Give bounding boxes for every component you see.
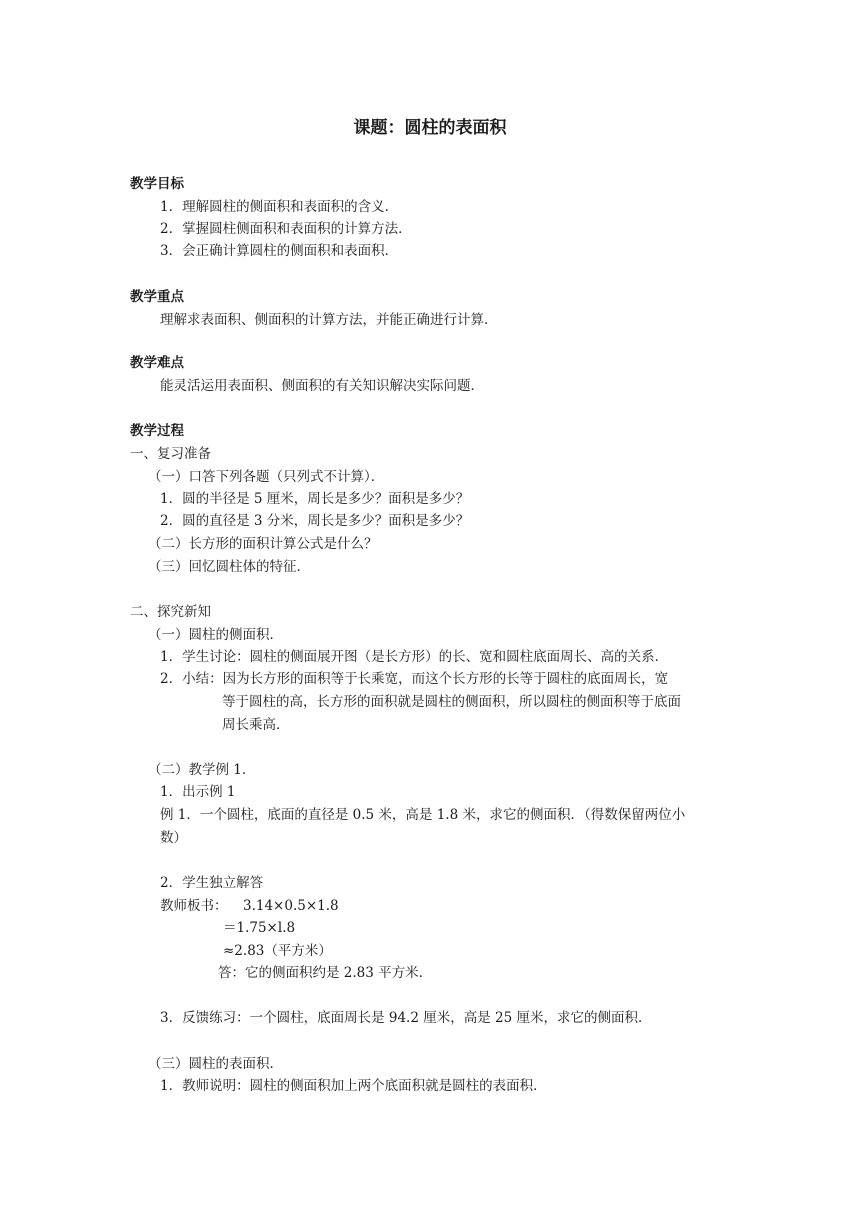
example-solve: 2．学生独立解答 xyxy=(160,875,264,891)
review-heading: 一、复习准备 xyxy=(130,446,211,462)
lateral-summary-line-2: 等于圆柱的高，长方形的面积就是圆柱的侧面积，所以圆柱的侧面积等于底面 xyxy=(222,694,681,710)
process-heading: 教学过程 xyxy=(130,423,184,439)
doc-title: 课题：圆柱的表面积 xyxy=(353,118,507,138)
board-label: 教师板书： xyxy=(160,898,228,914)
example-heading: （二）教学例 1． xyxy=(148,762,256,778)
calc-step-1: 3.14×0.5×1.8 xyxy=(243,898,339,914)
key-points-heading: 教学重点 xyxy=(130,289,184,305)
review-rect-formula: （二）长方形的面积计算公式是什么？ xyxy=(148,536,378,552)
difficulties-heading: 教学难点 xyxy=(130,355,184,371)
lateral-summary-line-1: 2．小结：因为长方形的面积等于长乘宽，而这个长方形的长等于圆柱的底面周长，宽 xyxy=(160,671,669,687)
difficulties-text: 能灵活运用表面积、侧面积的有关知识解决实际问题． xyxy=(160,378,484,394)
calc-step-3: ≈2.83（平方米） xyxy=(223,943,332,959)
lateral-discuss: 1．学生讨论：圆柱的侧面展开图（是长方形）的长、宽和圆柱底面周长、高的关系． xyxy=(160,649,669,665)
surface-heading: （三）圆柱的表面积． xyxy=(148,1056,283,1072)
example-practice: 3．反馈练习：一个圆柱，底面周长是 94.2 厘米，高是 25 厘米，求它的侧面积． xyxy=(160,1010,652,1026)
example-answer: 答：它的侧面积约是 2.83 平方米． xyxy=(218,965,433,981)
review-recall: （三）回忆圆柱体的特征． xyxy=(148,559,310,575)
review-question-2: 2．圆的直径是 3 分米，周长是多少？面积是多少？ xyxy=(160,513,470,529)
review-oral: （一）口答下列各题（只列式不计算）． xyxy=(148,469,385,485)
objective-item-1: 1．理解圆柱的侧面积和表面积的含义． xyxy=(160,199,399,215)
review-question-1: 1．圆的半径是 5 厘米，周长是多少？面积是多少？ xyxy=(160,491,470,507)
key-points-text: 理解求表面积、侧面积的计算方法，并能正确进行计算． xyxy=(160,312,498,328)
example-show: 1．出示例 1 xyxy=(160,784,236,800)
example-problem-line-1: 例 1．一个圆柱，底面的直径是 0.5 米，高是 1.8 米，求它的侧面积．（得数保留两位小 xyxy=(160,807,686,823)
lateral-heading: （一）圆柱的侧面积． xyxy=(148,627,283,643)
explore-heading: 二、探究新知 xyxy=(130,604,211,620)
lateral-summary-line-3: 周长乘高． xyxy=(222,717,290,733)
surface-explain: 1．教师说明：圆柱的侧面积加上两个底面积就是圆柱的表面积． xyxy=(160,1078,547,1094)
calc-step-2: ＝1.75×l.8 xyxy=(223,920,296,936)
objectives-heading: 教学目标 xyxy=(130,176,184,192)
objective-item-3: 3．会正确计算圆柱的侧面积和表面积． xyxy=(160,243,399,259)
objective-item-2: 2．掌握圆柱侧面积和表面积的计算方法． xyxy=(160,221,412,237)
example-problem-line-2: 数） xyxy=(160,830,187,846)
